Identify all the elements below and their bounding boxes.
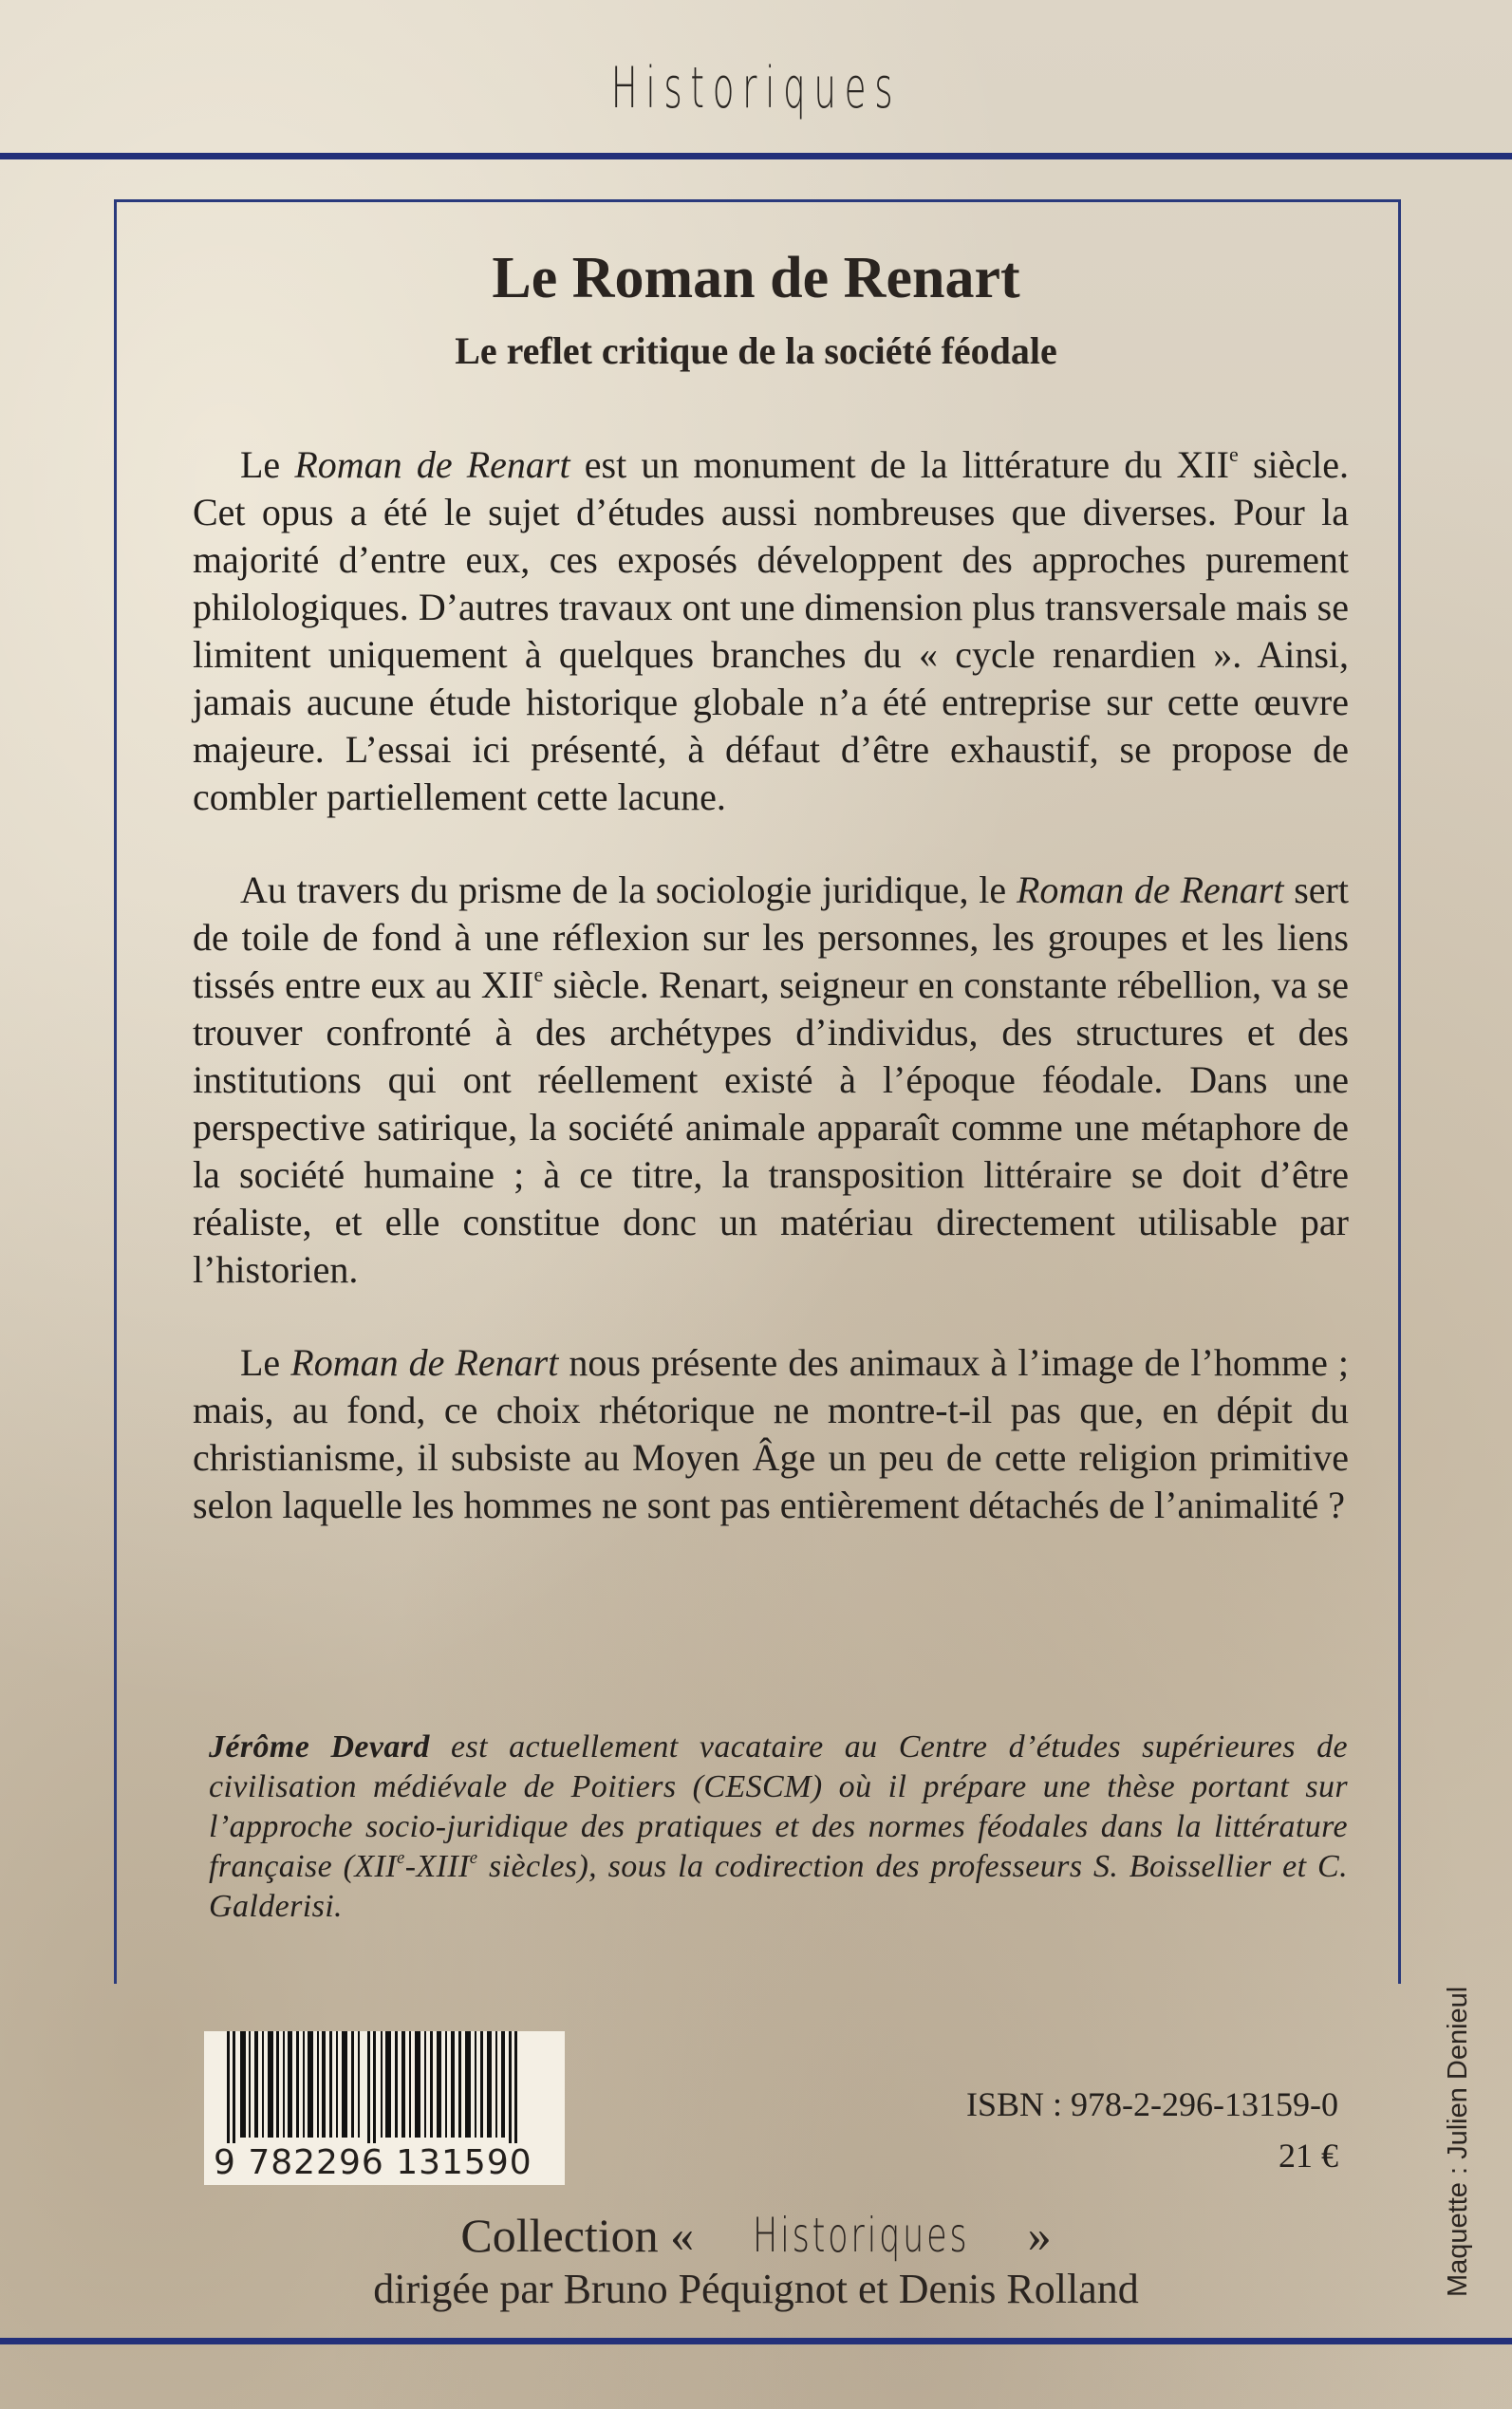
collection-line: Collection « Historiques » — [460, 2208, 1052, 2263]
author-name: Jérôme Devard — [209, 1729, 430, 1765]
collection-series-name: Historiques — [752, 2208, 970, 2263]
barcode-digits: 9 782296 131590 — [204, 2143, 565, 2185]
paragraph-1: Le Roman de Renart est un monument de la littérature du XIIe siècle. Cet opus a été le sujet d’études aussi nombreuses que diverses. Pour la majorité d’entre eux, ces exposés développent des approches purement philologiques. D’autres travaux ont une dimension plus transversale mais se limitent uniquement à quelques branches du « cycle renardien ». Ainsi, jamais aucune étude historique globale n’a été entreprise sur cette œuvre majeure. L’essai ici présenté, à défaut d’être exhaustif, se propose de combler partiellement cette lacune. — [193, 442, 1349, 818]
barcode — [204, 2031, 565, 2183]
paragraph-2: Au travers du prisme de la sociologie juridique, le Roman de Renart sert de toile de fond à une réflexion sur les personnes, les groupes et les liens tissés entre eux au XIIe siècle. Renart, seigneur en constante rébellion, va se trouver confronté à des archétypes d’individus, des structures et des institutions qui ont réellement existé à l’époque féodale. Dans une perspective satirique, la société animale apparaît comme une métaphore de la société humaine ; à ce titre, la transposition littéraire se doit d’être réaliste, et elle constitue donc un matériau directement utilisable par l’historien. — [193, 868, 1349, 1291]
isbn: ISBN : 978-2-296-13159-0 — [966, 2085, 1338, 2123]
design-credit: Maquette : Julien Denieul — [1443, 1986, 1473, 2297]
top-rule — [0, 153, 1512, 159]
book-title: Le Roman de Renart — [492, 246, 1020, 310]
paragraph-3: Le Roman de Renart nous présente des animaux à l’image de l’homme ; mais, au fond, ce choix rhétorique ne montre-t-il pas que, en dépit du christianisme, il subsiste au Moyen Âge un peu de cette religion primitive selon laquelle les hommes ne sont pas entièrement détachés de l’animalité ? — [193, 1341, 1350, 1526]
collection-directors: dirigée par Bruno Péquignot et Denis Rolland — [373, 2266, 1139, 2312]
price: 21 € — [1279, 2137, 1338, 2175]
summary-text — [193, 441, 1349, 1575]
author-bio: Jérôme Devard est actuellement vacataire au Centre d’études supérieures de civilisation médiévale de Poitiers (CESCM) où il prépare une thèse portant sur l’approche socio-juridique des pratiques et des normes féodales dans la littérature française (XIIe-XIIIe siècles), sous la codirection des professeurs S. Boissellier et C. Galderisi. — [209, 1729, 1349, 1924]
series-header: Historiques — [610, 55, 902, 121]
book-subtitle: Le reflet critique de la société féodale — [455, 329, 1057, 372]
barcode-bars — [215, 2031, 557, 2145]
bottom-rule — [0, 2338, 1512, 2344]
